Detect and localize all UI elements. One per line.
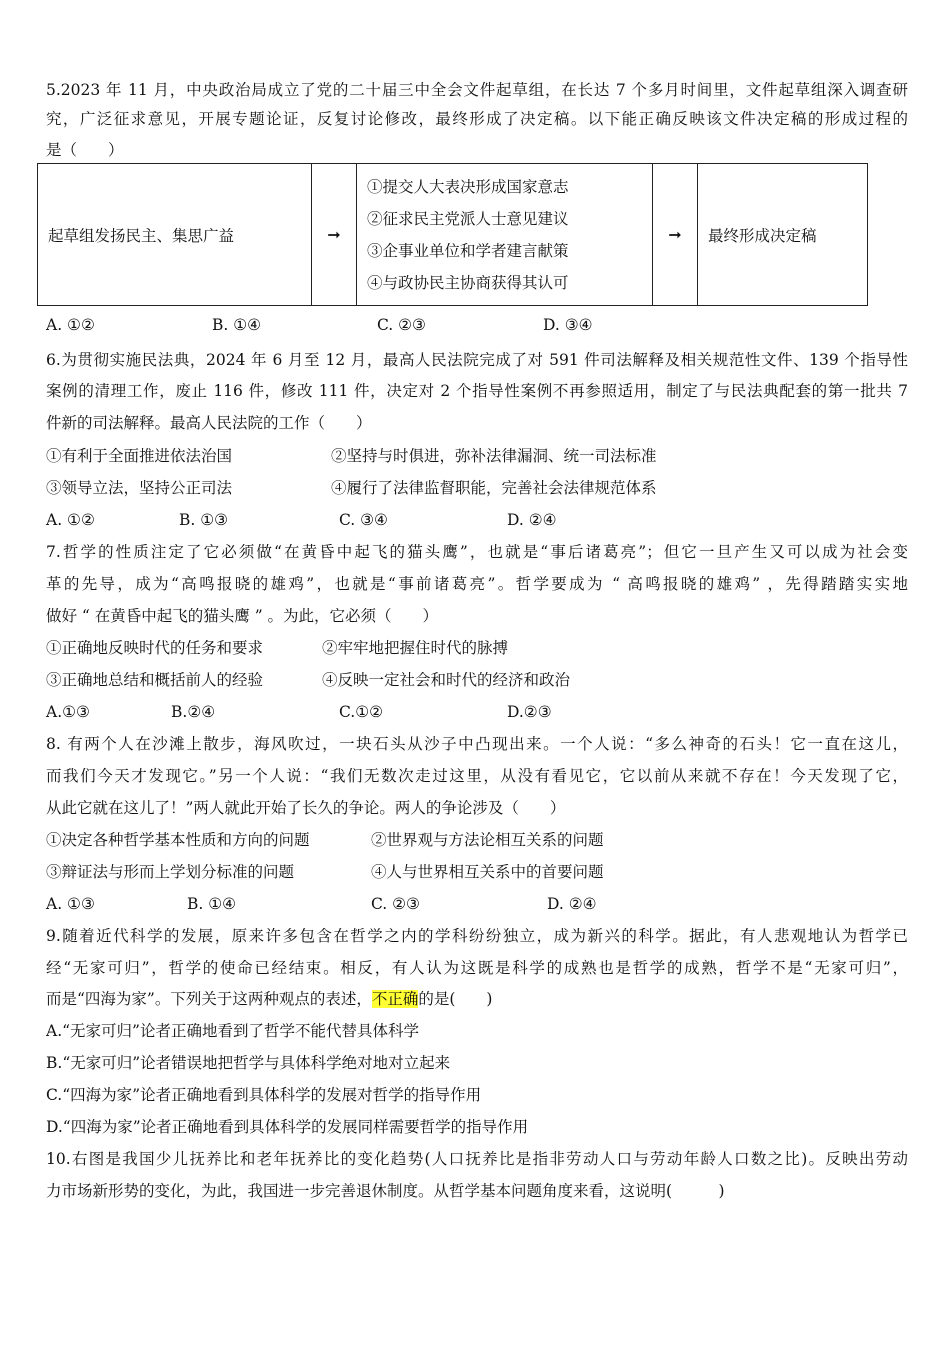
q8-stem-line-3: 从此它就在这儿了！”两人就此开始了长久的争论。两人的争论涉及（ ） bbox=[46, 799, 566, 817]
q6-statement-3: ③领导立法，坚持公正司法 bbox=[46, 479, 233, 497]
q5-flow-item-1: ①提交人大表决形成国家意志 bbox=[367, 177, 569, 196]
q8-statement-1: ①决定各种哲学基本性质和方向的问题 bbox=[46, 831, 310, 849]
q8-option-a: A. ①③ bbox=[46, 895, 95, 913]
q9-option-c: C.“四海为家”论者正确地看到具体科学的发展对哲学的指导作用 bbox=[46, 1086, 482, 1104]
q6-option-a: A. ①② bbox=[46, 511, 95, 529]
q5-option-b: B. ①④ bbox=[212, 316, 262, 334]
q5-flow-item-4: ④与政协民主协商获得其认可 bbox=[367, 273, 569, 292]
q9-stem-line-1: 9.随着近代科学的发展，原来许多包含在哲学之内的学科纷纷独立，成为新兴的科学。据此，有人悲观地认为哲学已 bbox=[46, 927, 908, 945]
q7-statement-4: ④反映一定社会和时代的经济和政治 bbox=[322, 671, 571, 689]
q7-statement-3: ③正确地总结和概括前人的经验 bbox=[46, 671, 264, 689]
q9-option-b: B.“无家可归”论者错误地把哲学与具体科学绝对地对立起来 bbox=[46, 1054, 451, 1072]
q8-statement-3: ③辩证法与形而上学划分标准的问题 bbox=[46, 863, 295, 881]
q9-stem-line-3 bbox=[46, 988, 492, 1010]
q8-option-b: B. ①④ bbox=[187, 895, 237, 913]
q8-statement-2: ②世界观与方法论相互关系的问题 bbox=[371, 831, 604, 849]
q8-option-c: C. ②③ bbox=[371, 895, 420, 913]
q8-stem-line-2: 而我们今天才发现它。”另一个人说：“我们无数次走过这里，从没有看见它，它以前从来就不存在！今天发现了它， bbox=[46, 767, 908, 785]
q7-stem-line-2: 革的先导，成为“高鸣报晓的雄鸡”，也就是“事前诸葛亮”。哲学要成为 “ 高鸣报晓的雄鸡” ，先得踏踏实实地 bbox=[46, 575, 908, 593]
q6-stem-line-1: 6.为贯彻实施民法典，2024 年 6 月至 12 月，最高人民法院完成了对 591 件司法解释及相关规范性文件、139 个指导性 bbox=[46, 351, 908, 369]
q5-stem-line-2: 究，广泛征求意见，开展专题论证，反复讨论修改，最终形成了决定稿。以下能正确反映该文件决定稿的形成过程的 bbox=[46, 110, 908, 128]
q7-statement-1: ①正确地反映时代的任务和要求 bbox=[46, 639, 264, 657]
q5-stem-line-1: 5.2023 年 11 月，中央政治局成立了党的二十届三中全会文件起草组，在长达 7 个多月时间里，文件起草组深入调查研 bbox=[46, 81, 908, 99]
q8-option-d: D. ②④ bbox=[547, 895, 597, 913]
q6-option-d: D. ②④ bbox=[507, 511, 557, 529]
q6-statement-2: ②坚持与时俱进，弥补法律漏洞、统一司法标准 bbox=[331, 447, 657, 465]
q10-stem-line-1: 10.右图是我国少儿抚养比和老年抚养比的变化趋势(人口抚养比是指非劳动人口与劳动年龄人口数之比)。反映出劳动 bbox=[46, 1150, 908, 1168]
q5-flow-end: 最终形成决定稿 bbox=[698, 164, 868, 306]
q6-statement-4: ④履行了法律监督职能，完善社会法律规范体系 bbox=[331, 479, 657, 497]
q6-stem-line-3: 件新的司法解释。最高人民法院的工作（ ） bbox=[46, 414, 372, 432]
q8-statement-4: ④人与世界相互关系中的首要问题 bbox=[371, 863, 604, 881]
q7-option-d: D.②③ bbox=[507, 703, 552, 721]
q7-option-b: B.②④ bbox=[171, 703, 216, 721]
q5-option-a: A. ①② bbox=[46, 316, 95, 334]
q5-flow-table bbox=[37, 163, 868, 306]
arrow-right-icon: ➞ bbox=[653, 164, 698, 306]
q5-stem-line-3: 是（ ） bbox=[46, 141, 124, 159]
q9-option-a: A.“无家可归”论者正确地看到了哲学不能代替具体科学 bbox=[46, 1022, 419, 1040]
q6-statement-1: ①有利于全面推进依法治国 bbox=[46, 447, 233, 465]
q9-stem-line-2: 经“无家可归”，哲学的使命已经结束。相反，有人认为这既是科学的成熟也是哲学的成熟，哲学不是“无家可归”， bbox=[46, 959, 908, 977]
q5-flow-start: 起草组发扬民主、集思广益 bbox=[38, 164, 312, 306]
q6-option-c: C. ③④ bbox=[339, 511, 388, 529]
q9-stem-line-3-end: 的是( ) bbox=[418, 990, 493, 1008]
q7-statement-2: ②牢牢地把握住时代的脉搏 bbox=[322, 639, 509, 657]
q7-stem-line-1: 7.哲学的性质注定了它必须做“在黄昏中起飞的猫头鹰”，也就是“事后诸葛亮”；但它一旦产生又可以成为社会变 bbox=[46, 543, 908, 561]
q5-flow-items bbox=[357, 164, 653, 306]
q5-option-d: D. ③④ bbox=[543, 316, 593, 334]
q10-stem-line-2: 力市场新形势的变化，为此，我国进一步完善退休制度。从哲学基本问题角度来看，这说明( ) bbox=[46, 1182, 725, 1200]
q9-stem-line-3-start: 而是“四海为家”。下列关于这两种观点的表述， bbox=[46, 990, 372, 1008]
q6-option-b: B. ①③ bbox=[179, 511, 229, 529]
q5-option-c: C. ②③ bbox=[377, 316, 426, 334]
q9-highlight-incorrect: 不正确 bbox=[371, 990, 419, 1008]
q7-stem-line-3: 做好 “ 在黄昏中起飞的猫头鹰 ” 。为此，它必须（ ） bbox=[46, 607, 439, 625]
q6-stem-line-2: 案例的清理工作，废止 116 件，修改 111 件，决定对 2 个指导性案例不再参照适用，制定了与民法典配套的第一批共 7 bbox=[46, 382, 908, 400]
q5-flow-item-3: ③企事业单位和学者建言献策 bbox=[367, 241, 569, 260]
q9-option-d: D.“四海为家”论者正确地看到具体科学的发展同样需要哲学的指导作用 bbox=[46, 1118, 529, 1136]
q7-option-c: C.①② bbox=[339, 703, 384, 721]
q5-flow-item-2: ②征求民主党派人士意见建议 bbox=[367, 209, 569, 228]
q7-option-a: A.①③ bbox=[46, 703, 90, 721]
q8-stem-line-1: 8. 有两个人在沙滩上散步，海风吹过，一块石头从沙子中凸现出来。一个人说：“多么神奇的石头！它一直在这儿， bbox=[46, 735, 908, 753]
arrow-right-icon: ➞ bbox=[312, 164, 357, 306]
